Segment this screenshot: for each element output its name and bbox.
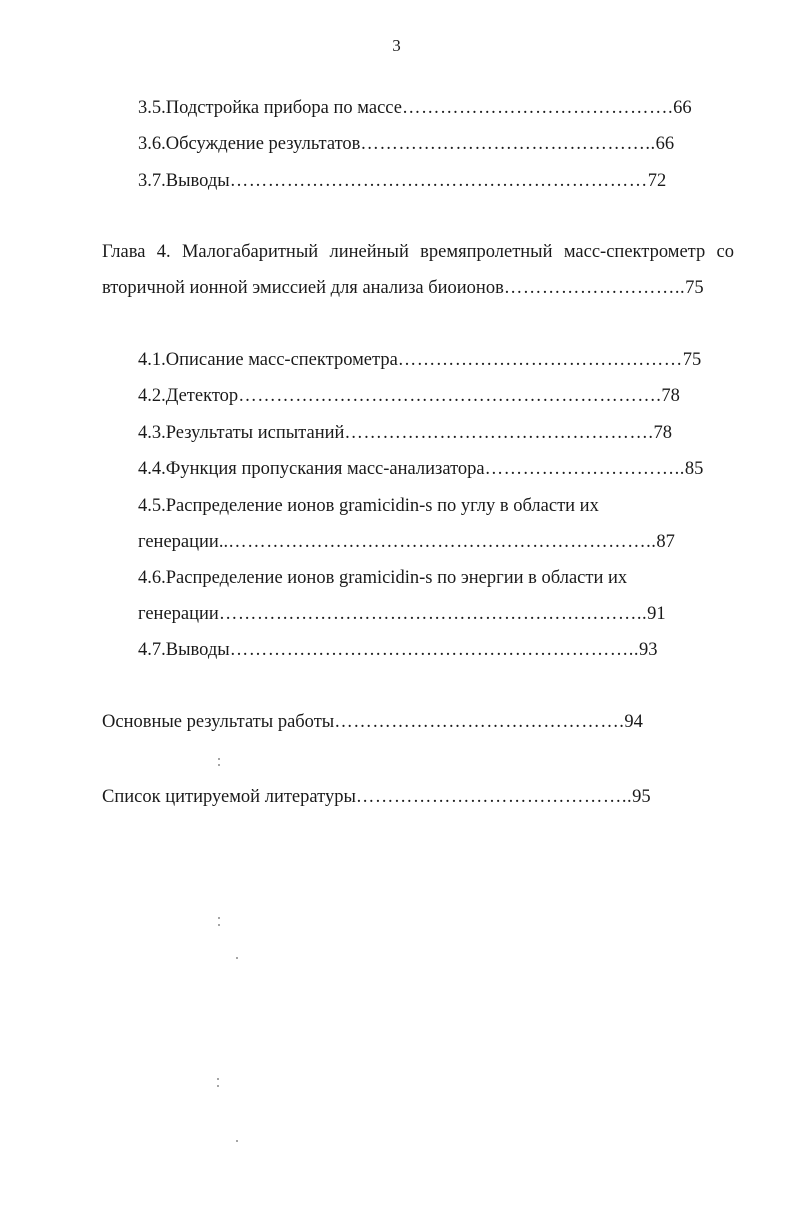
toc-entry-dots: ………………………….. (484, 459, 685, 479)
toc-entry-label: 4.4.Функция пропускания масс-анализатора (138, 459, 485, 479)
toc-entry-page: 95 (632, 787, 651, 807)
toc-entry-4-6-line2 (138, 602, 712, 626)
toc-entry-label: генерации (138, 604, 219, 624)
toc-entry-label: Основные результаты работы (102, 712, 335, 732)
chapter-4-dots: ……………………….. (503, 278, 686, 298)
toc-entry-4-6-line1: 4.6.Распределение ионов gramicidin-s по энергии в области их (138, 568, 628, 588)
toc-entry-references (102, 785, 710, 809)
toc-entry-page: 93 (638, 640, 658, 660)
toc-entry-label: генерации.. (138, 532, 229, 552)
toc-entry-4-7 (138, 638, 712, 662)
toc-entry-dots: …………………………………………………………. (238, 386, 662, 406)
scan-speck (217, 1085, 219, 1087)
toc-entry-page: 75 (682, 350, 702, 370)
scan-speck (236, 1140, 238, 1142)
toc-entry-label: 3.5.Подстройка прибора по массе (138, 98, 402, 118)
chapter-4-title-line2 (102, 276, 720, 300)
toc-entry-page: 94 (624, 712, 643, 732)
toc-entry-label: 4.7.Выводы (138, 640, 230, 660)
toc-entry-dots: ………………………………………………………….. (228, 532, 657, 552)
toc-entry-label: 4.2.Детектор (138, 386, 239, 406)
toc-entry-3-5 (138, 96, 722, 120)
toc-entry-3-7 (138, 169, 722, 193)
toc-entry-dots: ………………………………………………………… (229, 171, 648, 191)
toc-entry-label: 4.1.Описание масс-спектрометра (138, 350, 398, 370)
toc-entry-4-4 (138, 457, 714, 481)
toc-entry-label: 4.3.Результаты испытаний (138, 423, 345, 443)
toc-entry-dots: ……………………………………. (401, 98, 674, 118)
toc-entry-page: 91 (647, 604, 666, 624)
scan-speck (217, 1078, 219, 1080)
toc-entry-page: 66 (673, 98, 692, 118)
toc-entry-label: 3.6.Обсуждение результатов (138, 134, 361, 154)
toc-entry-4-5-line2 (138, 530, 714, 554)
scan-speck (236, 957, 238, 959)
toc-entry-page: 85 (684, 459, 704, 479)
chapter-4-page: 75 (685, 278, 704, 298)
toc-entry-dots: ……………………………………………………….. (229, 640, 639, 660)
toc-entry-dots: ……………………………………… (397, 350, 683, 370)
toc-entry-4-2 (138, 384, 714, 408)
toc-entry-dots: ………………………………………. (334, 712, 625, 732)
chapter-4-title-line1: Глава 4. Малогабаритный линейный времяпролетный масс-спектрометр со (102, 242, 734, 262)
toc-entry-dots: ………………………………………………………….. (218, 604, 648, 624)
toc-entry-page: 78 (653, 423, 673, 443)
chapter-4-label: вторичной ионной эмиссией для анализа биоионов (102, 278, 504, 298)
toc-entry-page: 78 (661, 386, 680, 406)
toc-entry-label: Список цитируемой литературы (102, 787, 356, 807)
toc-entry-page: 66 (655, 134, 675, 154)
toc-entry-label: 3.7.Выводы (138, 171, 230, 191)
toc-entry-4-3 (138, 421, 714, 445)
scan-speck (218, 758, 220, 760)
page-number: 3 (392, 36, 401, 55)
toc-entry-page: 72 (647, 171, 667, 191)
toc-entry-3-6 (138, 132, 722, 156)
scan-speck (218, 917, 220, 919)
toc-entry-dots: ……………………………………….. (360, 134, 656, 154)
scan-speck (218, 764, 220, 766)
scan-speck (218, 924, 220, 926)
toc-entry-dots: …………………………………………. (344, 423, 654, 443)
toc-entry-4-5-line1: 4.5.Распределение ионов gramicidin-s по углу в области их (138, 496, 599, 516)
toc-entry-4-1 (138, 348, 718, 372)
toc-entry-dots: …………………………………….. (355, 787, 633, 807)
toc-entry-main-results (102, 710, 708, 734)
toc-entry-page: 87 (656, 532, 675, 552)
